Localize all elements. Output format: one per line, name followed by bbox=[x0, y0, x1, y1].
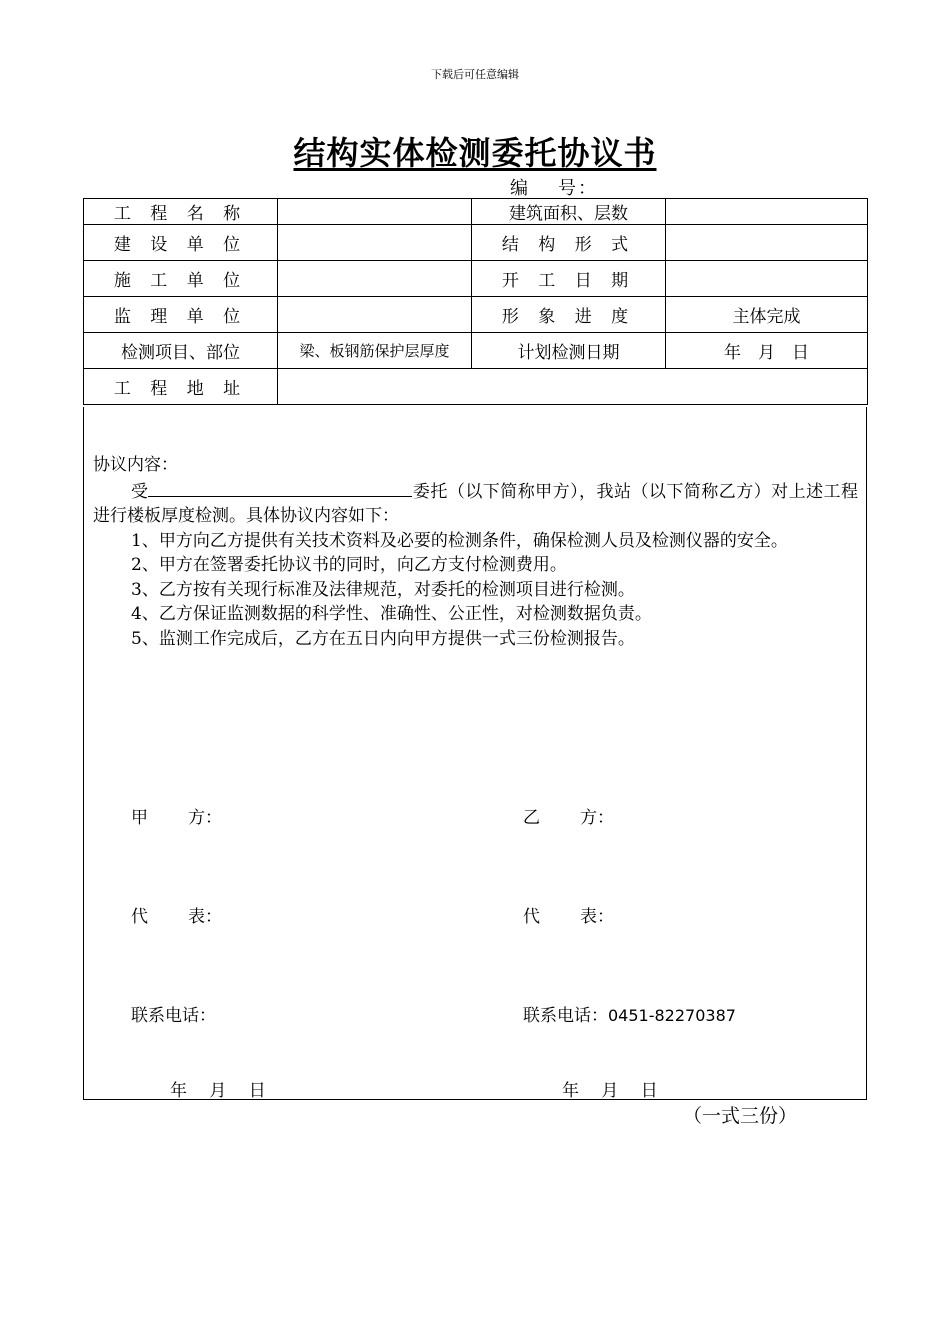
client-name-blank[interactable] bbox=[148, 478, 412, 497]
start-date-value[interactable] bbox=[666, 261, 868, 297]
agreement-item: 1、甲方向乙方提供有关技术资料及必要的检测条件，确保检测人员及检测仪器的安全。 bbox=[131, 530, 788, 551]
party-a-label: 甲 方： bbox=[131, 808, 222, 828]
table-row bbox=[84, 199, 868, 225]
builder-unit-value[interactable] bbox=[278, 261, 472, 297]
construction-unit-value[interactable] bbox=[278, 225, 472, 261]
party-a-representative: 代 表： bbox=[131, 907, 222, 927]
party-b-date: 年 月 日 bbox=[562, 1081, 658, 1101]
table-row bbox=[84, 261, 868, 297]
building-area-value[interactable] bbox=[666, 199, 868, 225]
planned-date-value[interactable]: 年 月 日 bbox=[666, 333, 868, 369]
agreement-item: 4、乙方保证监测数据的科学性、准确性、公正性，对检测数据负责。 bbox=[131, 604, 652, 624]
party-a-date: 年 月 日 bbox=[170, 1081, 266, 1101]
planned-date-label: 计划检测日期 bbox=[472, 333, 666, 369]
agreement-intro: 受 委托（以下简称甲方），我站（以下简称乙方）对上述工程进行楼板厚度检测。具体协议内容如下： bbox=[93, 478, 858, 529]
project-address-label: 工 程 地 址 bbox=[84, 369, 278, 405]
header-note: 下载后可任意编辑 bbox=[431, 68, 519, 81]
serial-number-label: 编 号： bbox=[510, 178, 598, 199]
progress-label: 形 象 进 度 bbox=[472, 297, 666, 333]
agreement-content bbox=[93, 453, 858, 651]
party-b-phone: 联系电话：0451-82270387 bbox=[523, 1006, 736, 1026]
project-name-value[interactable] bbox=[278, 199, 472, 225]
party-b-phone-number: 0451-82270387 bbox=[608, 1006, 736, 1025]
project-address-value[interactable] bbox=[278, 369, 868, 405]
agreement-item: 2、甲方在签署委托协议书的同时，向乙方支付检测费用。 bbox=[131, 555, 567, 575]
party-a-phone: 联系电话： bbox=[131, 1006, 216, 1026]
agreement-item: 5、监测工作完成后，乙方在五日内向甲方提供一式三份检测报告。 bbox=[131, 628, 635, 649]
project-name-label: 工 程 名 称 bbox=[84, 199, 278, 225]
party-b-representative: 代 表： bbox=[523, 907, 614, 927]
table-row bbox=[84, 333, 868, 369]
progress-value[interactable]: 主体完成 bbox=[666, 297, 868, 333]
building-area-label: 建筑面积、层数 bbox=[472, 199, 666, 225]
party-b-label: 乙 方： bbox=[523, 808, 614, 828]
project-info-table bbox=[83, 198, 868, 405]
copies-note: （一式三份） bbox=[683, 1105, 798, 1127]
table-row bbox=[84, 297, 868, 333]
table-row bbox=[84, 225, 868, 261]
structure-type-label: 结 构 形 式 bbox=[472, 225, 666, 261]
agreement-heading: 协议内容： bbox=[93, 455, 178, 475]
table-row bbox=[84, 369, 868, 405]
builder-unit-label: 施 工 单 位 bbox=[84, 261, 278, 297]
supervision-unit-label: 监 理 单 位 bbox=[84, 297, 278, 333]
supervision-unit-value[interactable] bbox=[278, 297, 472, 333]
start-date-label: 开 工 日 期 bbox=[472, 261, 666, 297]
structure-type-value[interactable] bbox=[666, 225, 868, 261]
inspection-item-label: 检测项目、部位 bbox=[84, 333, 278, 369]
inspection-item-value[interactable]: 梁、板钢筋保护层厚度 bbox=[278, 333, 472, 369]
document-title: 结构实体检测委托协议书 bbox=[293, 134, 657, 172]
agreement-item: 3、乙方按有关现行标准及法律规范，对委托的检测项目进行检测。 bbox=[131, 579, 635, 600]
construction-unit-label: 建 设 单 位 bbox=[84, 225, 278, 261]
